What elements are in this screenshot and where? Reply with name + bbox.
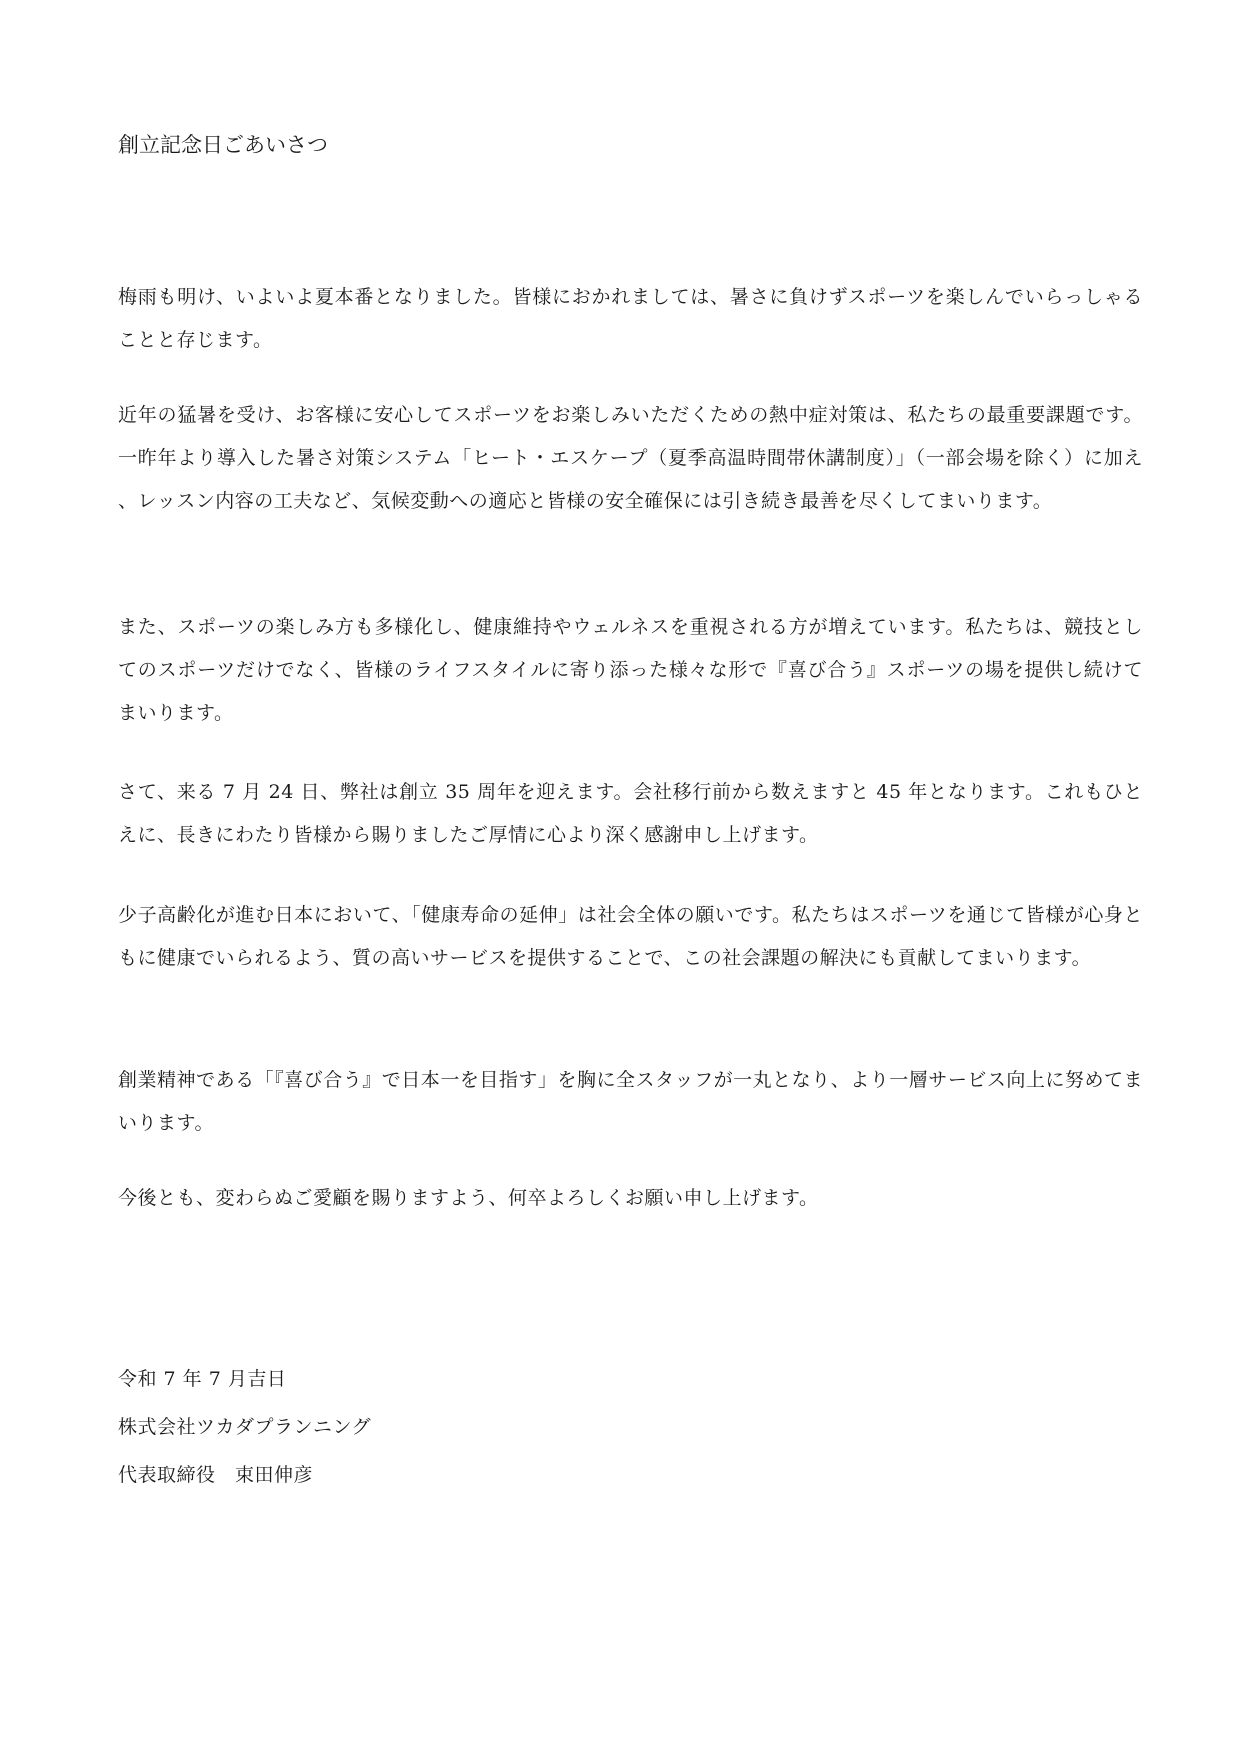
- signature-representative: 代表取締役 束田伸彦: [118, 1464, 314, 1486]
- signature-company: 株式会社ツカダプランニング: [118, 1416, 372, 1438]
- paragraph-social-contribution: 少子高齢化が進む日本において、「健康寿命の延伸」は社会全体の願いです。私たちはスポーツを通じて皆様が心身ともに健康でいられるよう、質の高いサービスを提供することで、この社会課題の解決にも貢献してまいります。: [118, 904, 1143, 969]
- paragraph-heat-measures: 近年の猛暑を受け、お客様に安心してスポーツをお楽しみいただくための熱中症対策は、私たちの最重要課題です。一昨年より導入した暑さ対策システム「ヒート・エスケープ（夏季高温時間帯休講制度）」（一部会場を除く）に加え、レッスン内容の工夫など、気候変動への適応と皆様の安全確保には引き続き最善を尽くしてまいります。: [118, 404, 1143, 512]
- document-title: 創立記念日ごあいさつ: [118, 133, 328, 157]
- signature-date: 令和 7 年 7 月吉日: [118, 1368, 287, 1390]
- letter-page: [118, 0, 1143, 1754]
- paragraph-anniversary: さて、来る 7 月 24 日、弊社は創立 35 周年を迎えます。会社移行前から数えますと 45 年となります。これもひとえに、長きにわたり皆様から賜りましたご厚情に心より深く感謝申し上げます。: [118, 781, 1143, 846]
- paragraph-wellness: また、スポーツの楽しみ方も多様化し、健康維持やウェルネスを重視される方が増えています。私たちは、競技としてのスポーツだけでなく、皆様のライフスタイルに寄り添った様々な形で『喜び合う』スポーツの場を提供し続けてまいります。: [118, 616, 1143, 724]
- paragraph-greeting: 梅雨も明け、いよいよ夏本番となりました。皆様におかれましては、暑さに負けずスポーツを楽しんでいらっしゃることと存じます。: [118, 286, 1143, 351]
- paragraph-closing: 今後とも、変わらぬご愛顧を賜りますよう、何卒よろしくお願い申し上げます。: [118, 1187, 819, 1209]
- paragraph-founding-spirit: 創業精神である「『喜び合う』で日本一を目指す」を胸に全スタッフが一丸となり、より一層サービス向上に努めてまいります。: [118, 1069, 1143, 1134]
